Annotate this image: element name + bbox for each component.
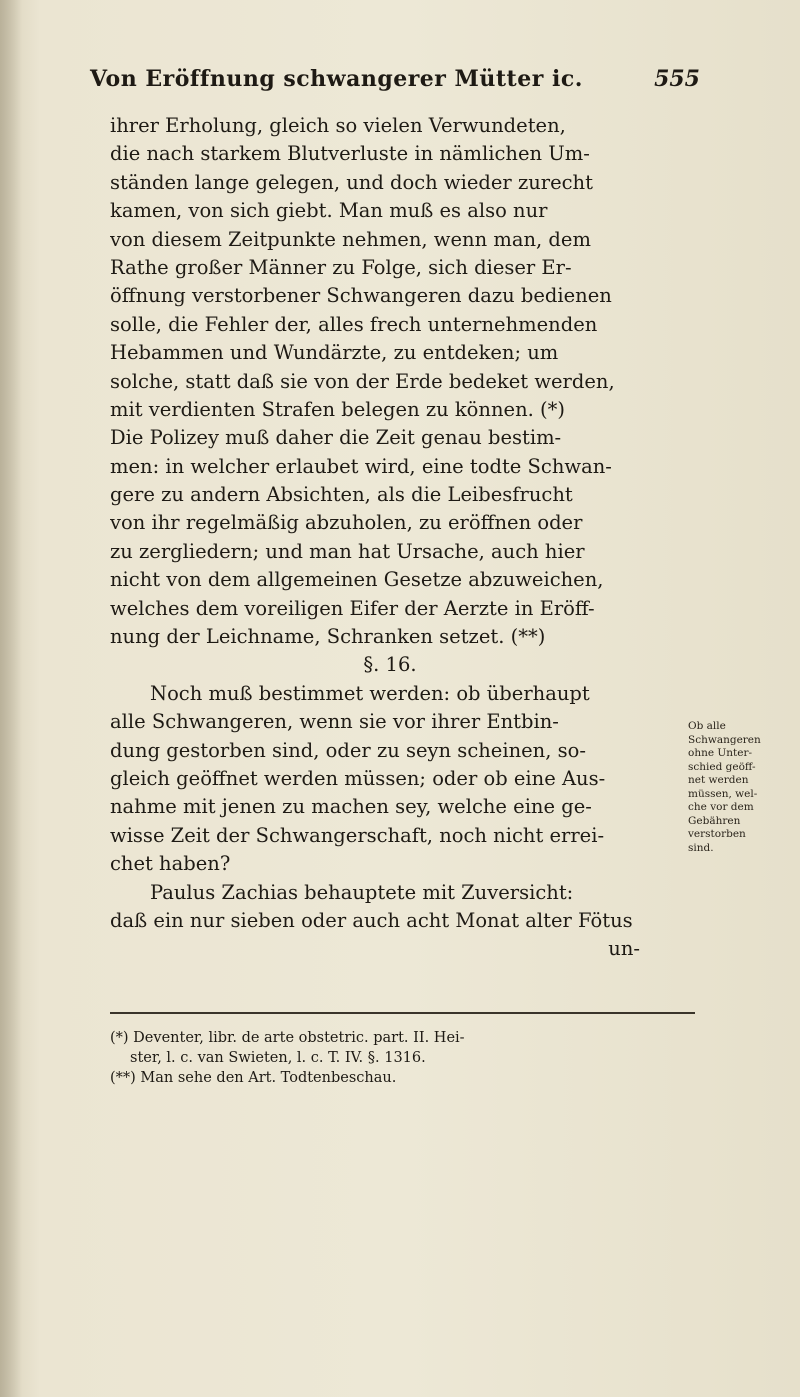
text-line: zu zergliedern; und man hat Ursache, auch hier <box>110 539 585 563</box>
marginal-note <box>688 720 798 855</box>
text-line: gere zu andern Absichten, als die Leibesfrucht <box>110 483 573 507</box>
text-line: dung gestorben sind, oder zu seyn scheinen, so- <box>110 738 586 762</box>
marginal-line: sind. <box>688 841 714 854</box>
text-line: Noch muß bestimmet werden: ob überhaupt <box>150 681 590 705</box>
text-line: von diesem Zeitpunkte nehmen, wenn man, dem <box>110 227 591 251</box>
section-number: §. 16. <box>363 653 417 677</box>
marginal-line: Gebähren <box>688 814 741 827</box>
page-header <box>90 66 700 100</box>
text-line: nung der Leichname, Schranken setzet. (**) <box>110 625 546 649</box>
text-line: men: in welcher erlaubet wird, eine todte Schwan- <box>110 454 612 478</box>
text-line: mit verdienten Strafen belegen zu können. (*) <box>110 397 565 421</box>
text-line: öffnung verstorbener Schwangeren dazu bedienen <box>110 284 612 308</box>
catchword: un- <box>608 937 640 961</box>
marginal-line: che vor dem <box>688 801 754 813</box>
text-line: solle, die Fehler der, alles frech unternehmenden <box>110 312 598 336</box>
text-line: wisse Zeit der Schwangerschaft, noch nicht errei- <box>110 823 605 847</box>
text-line: Rathe großer Männer zu Folge, sich dieser Er- <box>110 255 572 279</box>
text-line: ihrer Erholung, gleich so vielen Verwundeten, <box>110 114 566 137</box>
text-line: alle Schwangeren, wenn sie vor ihrer Entbin- <box>110 710 559 734</box>
text-line: kamen, von sich giebt. Man muß es also nur <box>110 199 548 223</box>
text-line: von ihr regelmäßig abzuholen, zu eröffnen oder <box>110 511 583 535</box>
text-line: nahme mit jenen zu machen sey, welche eine ge- <box>110 795 592 819</box>
binding-shadow <box>0 0 22 1397</box>
text-line: chet haben? <box>110 852 231 876</box>
text-line: nicht von dem allgemeinen Gesetze abzuweichen, <box>110 568 604 592</box>
footnote: (**) Man sehe den Art. Todtenbeschau. <box>110 1070 397 1086</box>
marginal-line: Schwangeren <box>688 733 761 746</box>
footnote: ster, l. c. van Swieten, l. c. T. IV. §. 1316. <box>130 1050 426 1066</box>
text-line: Hebammen und Wundärzte, zu entdeken; um <box>110 341 559 365</box>
marginal-line: Ob alle <box>688 720 726 732</box>
marginal-line: ohne Unter- <box>688 747 753 759</box>
footnote: (*) Deventer, libr. de arte obstetric. part. II. Hei- <box>110 1030 465 1046</box>
marginal-line: schied geöff- <box>688 760 756 773</box>
text-line: welches dem voreiligen Eifer der Aerzte in Eröff- <box>110 596 595 620</box>
marginal-line: verstorben <box>688 828 746 840</box>
text-line: ständen lange gelegen, und doch wieder zurecht <box>110 170 593 194</box>
text-line: Paulus Zachias behauptete mit Zuversicht: <box>150 880 574 904</box>
footnote-divider <box>110 1012 695 1014</box>
footnotes <box>110 1028 700 1088</box>
text-line: die nach starkem Blutverluste in nämlichen Um- <box>110 142 590 166</box>
running-title: Von Eröffnung schwangerer Mütter ic. <box>90 66 583 92</box>
text-line: Die Polizey muß daher die Zeit genau bestim- <box>110 426 562 450</box>
body-text <box>110 112 670 964</box>
marginal-line: müssen, wel- <box>688 787 758 800</box>
text-line: daß ein nur sieben oder auch acht Monat alter Fötus <box>110 908 633 932</box>
page-number: 555 <box>654 66 700 92</box>
text-line: solche, statt daß sie von der Erde bedeket werden, <box>110 369 615 393</box>
marginal-line: net werden <box>688 774 749 786</box>
text-line: gleich geöffnet werden müssen; oder ob eine Aus- <box>110 766 606 790</box>
